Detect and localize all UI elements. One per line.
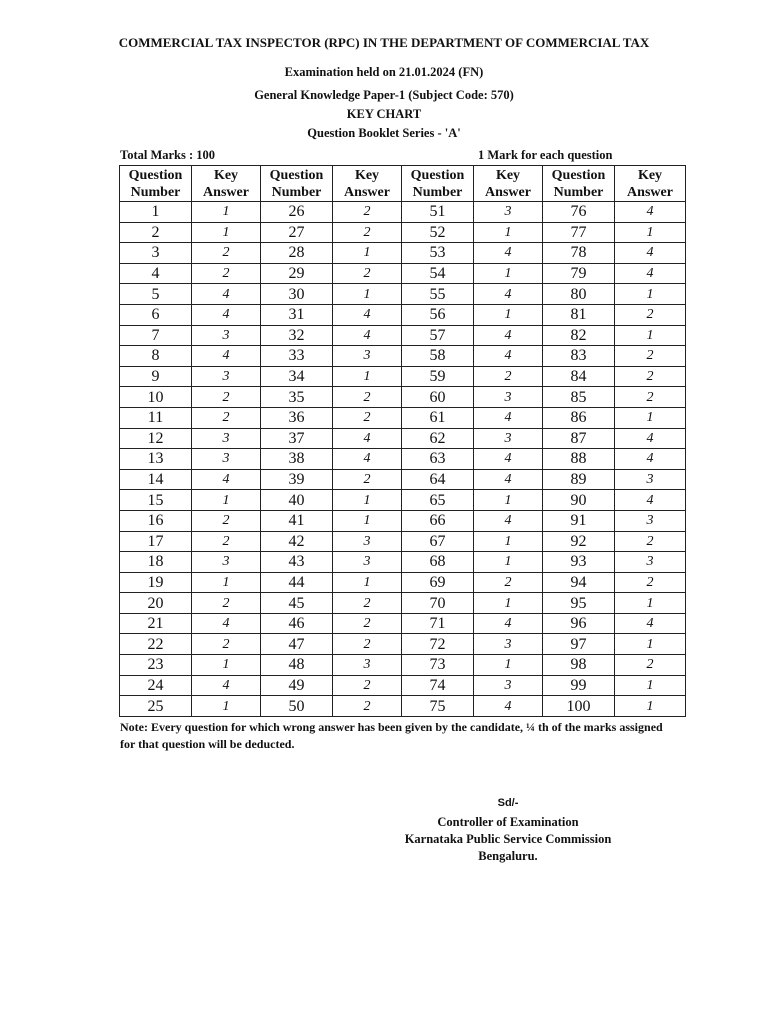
exam-date-line: Examination held on 21.01.2024 (FN) <box>284 65 484 79</box>
key-answer-cell: 2 <box>192 634 261 655</box>
key-answer-cell: 1 <box>333 366 402 387</box>
question-number-cell: 93 <box>543 552 615 573</box>
controller-title: Controller of Examination <box>437 815 579 829</box>
key-answer-cell: 1 <box>192 696 261 717</box>
key-answer-cell: 3 <box>474 428 543 449</box>
key-answer-cell: 4 <box>615 243 686 264</box>
question-number-cell: 40 <box>261 490 333 511</box>
key-answer-cell: 2 <box>192 593 261 614</box>
key-answer-cell: 4 <box>333 325 402 346</box>
question-number-cell: 65 <box>402 490 474 511</box>
question-number-cell: 68 <box>402 552 474 573</box>
question-number-cell: 37 <box>261 428 333 449</box>
key-answer-cell: 4 <box>192 304 261 325</box>
question-number-cell: 78 <box>543 243 615 264</box>
question-number-cell: 100 <box>543 696 615 717</box>
table-row <box>120 572 686 593</box>
table-row <box>120 263 686 284</box>
key-answer-cell: 4 <box>333 304 402 325</box>
table-row <box>120 552 686 573</box>
key-answer-cell: 4 <box>615 613 686 634</box>
question-number-cell: 41 <box>261 510 333 531</box>
question-number-cell: 47 <box>261 634 333 655</box>
key-answer-cell: 3 <box>192 428 261 449</box>
key-answer-cell: 2 <box>192 531 261 552</box>
key-answer-cell: 3 <box>192 449 261 470</box>
key-answer-cell: 3 <box>615 552 686 573</box>
marks-per-question: 1 Mark for each question <box>478 148 613 162</box>
key-answer-cell: 1 <box>615 593 686 614</box>
key-answer-cell: 1 <box>192 222 261 243</box>
key-answer-cell: 2 <box>333 675 402 696</box>
key-answer-header: Key Answer <box>474 166 543 202</box>
question-number-cell: 92 <box>543 531 615 552</box>
table-row <box>120 366 686 387</box>
table-row <box>120 325 686 346</box>
key-chart-heading: KEY CHART <box>346 107 422 121</box>
key-answer-cell: 2 <box>615 572 686 593</box>
question-number-cell: 70 <box>402 593 474 614</box>
key-answer-cell: 3 <box>474 387 543 408</box>
table-row <box>120 243 686 264</box>
question-number-cell: 97 <box>543 634 615 655</box>
key-answer-cell: 3 <box>192 552 261 573</box>
key-answer-cell: 2 <box>333 469 402 490</box>
key-answer-cell: 1 <box>333 490 402 511</box>
key-answer-cell: 4 <box>615 449 686 470</box>
question-number-cell: 10 <box>120 387 192 408</box>
key-answer-cell: 2 <box>615 387 686 408</box>
question-number-cell: 33 <box>261 346 333 367</box>
question-number-cell: 19 <box>120 572 192 593</box>
key-answer-cell: 1 <box>615 222 686 243</box>
table-row <box>120 449 686 470</box>
question-number-cell: 48 <box>261 655 333 676</box>
key-answer-cell: 2 <box>333 407 402 428</box>
question-number-cell: 12 <box>120 428 192 449</box>
document-title: COMMERCIAL TAX INSPECTOR (RPC) IN THE DEPARTMENT OF COMMERCIAL TAX <box>118 35 650 50</box>
question-number-cell: 82 <box>543 325 615 346</box>
city-name: Bengaluru. <box>478 849 538 863</box>
key-answer-cell: 1 <box>192 655 261 676</box>
key-answer-cell: 1 <box>333 243 402 264</box>
question-number-cell: 17 <box>120 531 192 552</box>
question-number-cell: 79 <box>543 263 615 284</box>
question-number-cell: 28 <box>261 243 333 264</box>
key-answer-cell: 1 <box>474 490 543 511</box>
question-number-header: Question Number <box>543 166 615 202</box>
question-number-cell: 29 <box>261 263 333 284</box>
question-number-cell: 20 <box>120 593 192 614</box>
table-row <box>120 202 686 223</box>
key-answer-header: Key Answer <box>333 166 402 202</box>
question-number-cell: 99 <box>543 675 615 696</box>
key-answer-cell: 4 <box>474 243 543 264</box>
key-answer-cell: 4 <box>333 449 402 470</box>
key-answer-cell: 1 <box>474 593 543 614</box>
question-number-cell: 62 <box>402 428 474 449</box>
question-number-cell: 38 <box>261 449 333 470</box>
question-number-cell: 43 <box>261 552 333 573</box>
question-number-cell: 76 <box>543 202 615 223</box>
question-number-cell: 52 <box>402 222 474 243</box>
key-answer-cell: 1 <box>192 572 261 593</box>
question-number-cell: 23 <box>120 655 192 676</box>
question-number-cell: 32 <box>261 325 333 346</box>
key-answer-cell: 2 <box>192 510 261 531</box>
question-number-cell: 3 <box>120 243 192 264</box>
question-number-cell: 26 <box>261 202 333 223</box>
key-answer-cell: 1 <box>333 510 402 531</box>
commission-name: Karnataka Public Service Commission <box>404 832 612 846</box>
key-answer-cell: 4 <box>192 613 261 634</box>
key-answer-cell: 2 <box>192 407 261 428</box>
key-answer-cell: 1 <box>615 696 686 717</box>
table-row <box>120 613 686 634</box>
question-number-cell: 80 <box>543 284 615 305</box>
key-answer-cell: 2 <box>474 366 543 387</box>
question-number-cell: 81 <box>543 304 615 325</box>
booklet-series: Question Booklet Series - 'A' <box>307 126 461 140</box>
key-answer-cell: 2 <box>615 366 686 387</box>
question-number-cell: 59 <box>402 366 474 387</box>
question-number-cell: 27 <box>261 222 333 243</box>
key-answer-cell: 2 <box>474 572 543 593</box>
key-answer-cell: 2 <box>333 263 402 284</box>
key-answer-cell: 4 <box>474 696 543 717</box>
question-number-cell: 46 <box>261 613 333 634</box>
key-answer-cell: 1 <box>474 655 543 676</box>
table-row <box>120 284 686 305</box>
question-number-cell: 54 <box>402 263 474 284</box>
question-number-cell: 24 <box>120 675 192 696</box>
question-number-cell: 77 <box>543 222 615 243</box>
key-answer-cell: 3 <box>333 531 402 552</box>
question-number-cell: 13 <box>120 449 192 470</box>
key-answer-cell: 1 <box>474 222 543 243</box>
key-answer-cell: 2 <box>192 243 261 264</box>
question-number-cell: 31 <box>261 304 333 325</box>
question-number-cell: 4 <box>120 263 192 284</box>
question-number-cell: 16 <box>120 510 192 531</box>
question-number-cell: 21 <box>120 613 192 634</box>
paper-line: General Knowledge Paper-1 (Subject Code: 570) <box>254 88 514 102</box>
key-answer-cell: 2 <box>192 263 261 284</box>
key-answer-cell: 4 <box>192 469 261 490</box>
key-answer-cell: 3 <box>474 675 543 696</box>
key-answer-cell: 4 <box>474 407 543 428</box>
question-number-cell: 30 <box>261 284 333 305</box>
question-number-cell: 45 <box>261 593 333 614</box>
table-row <box>120 531 686 552</box>
key-answer-cell: 3 <box>192 325 261 346</box>
key-answer-cell: 2 <box>333 634 402 655</box>
question-number-cell: 56 <box>402 304 474 325</box>
question-number-cell: 14 <box>120 469 192 490</box>
key-answer-cell: 1 <box>333 284 402 305</box>
question-number-cell: 64 <box>402 469 474 490</box>
key-answer-cell: 2 <box>333 593 402 614</box>
table-row <box>120 655 686 676</box>
question-number-cell: 9 <box>120 366 192 387</box>
key-answer-cell: 2 <box>192 387 261 408</box>
question-number-cell: 49 <box>261 675 333 696</box>
key-answer-header: Key Answer <box>615 166 686 202</box>
key-answer-cell: 1 <box>615 634 686 655</box>
question-number-header: Question Number <box>120 166 192 202</box>
total-marks: Total Marks : 100 <box>120 148 216 162</box>
question-number-cell: 39 <box>261 469 333 490</box>
key-answer-cell: 4 <box>474 346 543 367</box>
question-number-cell: 8 <box>120 346 192 367</box>
question-number-cell: 34 <box>261 366 333 387</box>
question-number-cell: 84 <box>543 366 615 387</box>
question-number-header: Question Number <box>402 166 474 202</box>
question-number-cell: 36 <box>261 407 333 428</box>
question-number-cell: 57 <box>402 325 474 346</box>
key-answer-cell: 1 <box>615 407 686 428</box>
question-number-cell: 58 <box>402 346 474 367</box>
table-row <box>120 469 686 490</box>
key-answer-cell: 3 <box>333 655 402 676</box>
key-answer-cell: 2 <box>615 304 686 325</box>
question-number-cell: 85 <box>543 387 615 408</box>
key-answer-cell: 2 <box>333 222 402 243</box>
key-answer-cell: 1 <box>474 531 543 552</box>
key-answer-cell: 1 <box>615 284 686 305</box>
question-number-cell: 83 <box>543 346 615 367</box>
key-answer-cell: 4 <box>474 510 543 531</box>
question-number-cell: 71 <box>402 613 474 634</box>
key-answer-cell: 4 <box>474 325 543 346</box>
key-answer-cell: 1 <box>333 572 402 593</box>
key-answer-cell: 3 <box>474 202 543 223</box>
key-answer-cell: 4 <box>615 428 686 449</box>
table-row <box>120 593 686 614</box>
table-row <box>120 428 686 449</box>
question-number-cell: 86 <box>543 407 615 428</box>
key-answer-cell: 1 <box>474 552 543 573</box>
question-number-cell: 7 <box>120 325 192 346</box>
question-number-cell: 22 <box>120 634 192 655</box>
deduction-note: Note: Every question for which wrong answer has been given by the candidate, ¼ th of the marks assigned for that question will be deducted. <box>120 720 663 751</box>
key-answer-cell: 2 <box>333 613 402 634</box>
question-number-cell: 72 <box>402 634 474 655</box>
key-answer-cell: 3 <box>615 469 686 490</box>
table-row <box>120 346 686 367</box>
question-number-cell: 35 <box>261 387 333 408</box>
question-number-header: Question Number <box>261 166 333 202</box>
table-row <box>120 222 686 243</box>
question-number-cell: 69 <box>402 572 474 593</box>
question-number-cell: 15 <box>120 490 192 511</box>
question-number-cell: 89 <box>543 469 615 490</box>
question-number-cell: 90 <box>543 490 615 511</box>
key-answer-cell: 4 <box>474 449 543 470</box>
question-number-cell: 74 <box>402 675 474 696</box>
key-answer-cell: 4 <box>192 346 261 367</box>
key-answer-cell: 3 <box>333 552 402 573</box>
key-answer-cell: 4 <box>615 263 686 284</box>
question-number-cell: 2 <box>120 222 192 243</box>
key-answer-cell: 1 <box>474 304 543 325</box>
question-number-cell: 55 <box>402 284 474 305</box>
key-answer-cell: 4 <box>474 284 543 305</box>
key-answer-cell: 2 <box>615 531 686 552</box>
question-number-cell: 11 <box>120 407 192 428</box>
table-row <box>120 490 686 511</box>
key-answer-cell: 2 <box>333 202 402 223</box>
key-answer-cell: 1 <box>474 263 543 284</box>
question-number-cell: 91 <box>543 510 615 531</box>
key-answer-cell: 3 <box>333 346 402 367</box>
table-row <box>120 407 686 428</box>
key-answer-cell: 1 <box>192 202 261 223</box>
table-row <box>120 510 686 531</box>
question-number-cell: 6 <box>120 304 192 325</box>
question-number-cell: 73 <box>402 655 474 676</box>
question-number-cell: 50 <box>261 696 333 717</box>
question-number-cell: 67 <box>402 531 474 552</box>
question-number-cell: 25 <box>120 696 192 717</box>
key-answer-cell: 1 <box>192 490 261 511</box>
key-answer-header: Key Answer <box>192 166 261 202</box>
question-number-cell: 60 <box>402 387 474 408</box>
key-answer-cell: 2 <box>615 346 686 367</box>
question-number-cell: 44 <box>261 572 333 593</box>
table-header-row <box>120 166 686 202</box>
table-row <box>120 675 686 696</box>
key-answer-cell: 2 <box>615 655 686 676</box>
key-answer-cell: 2 <box>333 387 402 408</box>
question-number-cell: 96 <box>543 613 615 634</box>
question-number-cell: 1 <box>120 202 192 223</box>
key-answer-cell: 1 <box>615 675 686 696</box>
question-number-cell: 61 <box>402 407 474 428</box>
key-answer-cell: 3 <box>474 634 543 655</box>
question-number-cell: 75 <box>402 696 474 717</box>
table-row <box>120 304 686 325</box>
key-answer-cell: 4 <box>192 284 261 305</box>
question-number-cell: 51 <box>402 202 474 223</box>
question-number-cell: 88 <box>543 449 615 470</box>
question-number-cell: 94 <box>543 572 615 593</box>
question-number-cell: 5 <box>120 284 192 305</box>
table-row <box>120 387 686 408</box>
key-answer-cell: 4 <box>474 469 543 490</box>
key-answer-cell: 4 <box>333 428 402 449</box>
table-row <box>120 696 686 717</box>
question-number-cell: 42 <box>261 531 333 552</box>
question-number-cell: 87 <box>543 428 615 449</box>
question-number-cell: 63 <box>402 449 474 470</box>
signature-sd: Sd/- <box>497 797 519 809</box>
key-answer-cell: 4 <box>615 490 686 511</box>
key-answer-cell: 4 <box>615 202 686 223</box>
key-answer-cell: 3 <box>192 366 261 387</box>
key-answer-cell: 4 <box>192 675 261 696</box>
key-answer-cell: 1 <box>615 325 686 346</box>
key-answer-cell: 4 <box>474 613 543 634</box>
question-number-cell: 53 <box>402 243 474 264</box>
key-answer-cell: 3 <box>615 510 686 531</box>
table-row <box>120 634 686 655</box>
question-number-cell: 66 <box>402 510 474 531</box>
key-answer-table <box>119 165 686 717</box>
question-number-cell: 18 <box>120 552 192 573</box>
key-answer-cell: 2 <box>333 696 402 717</box>
question-number-cell: 98 <box>543 655 615 676</box>
question-number-cell: 95 <box>543 593 615 614</box>
